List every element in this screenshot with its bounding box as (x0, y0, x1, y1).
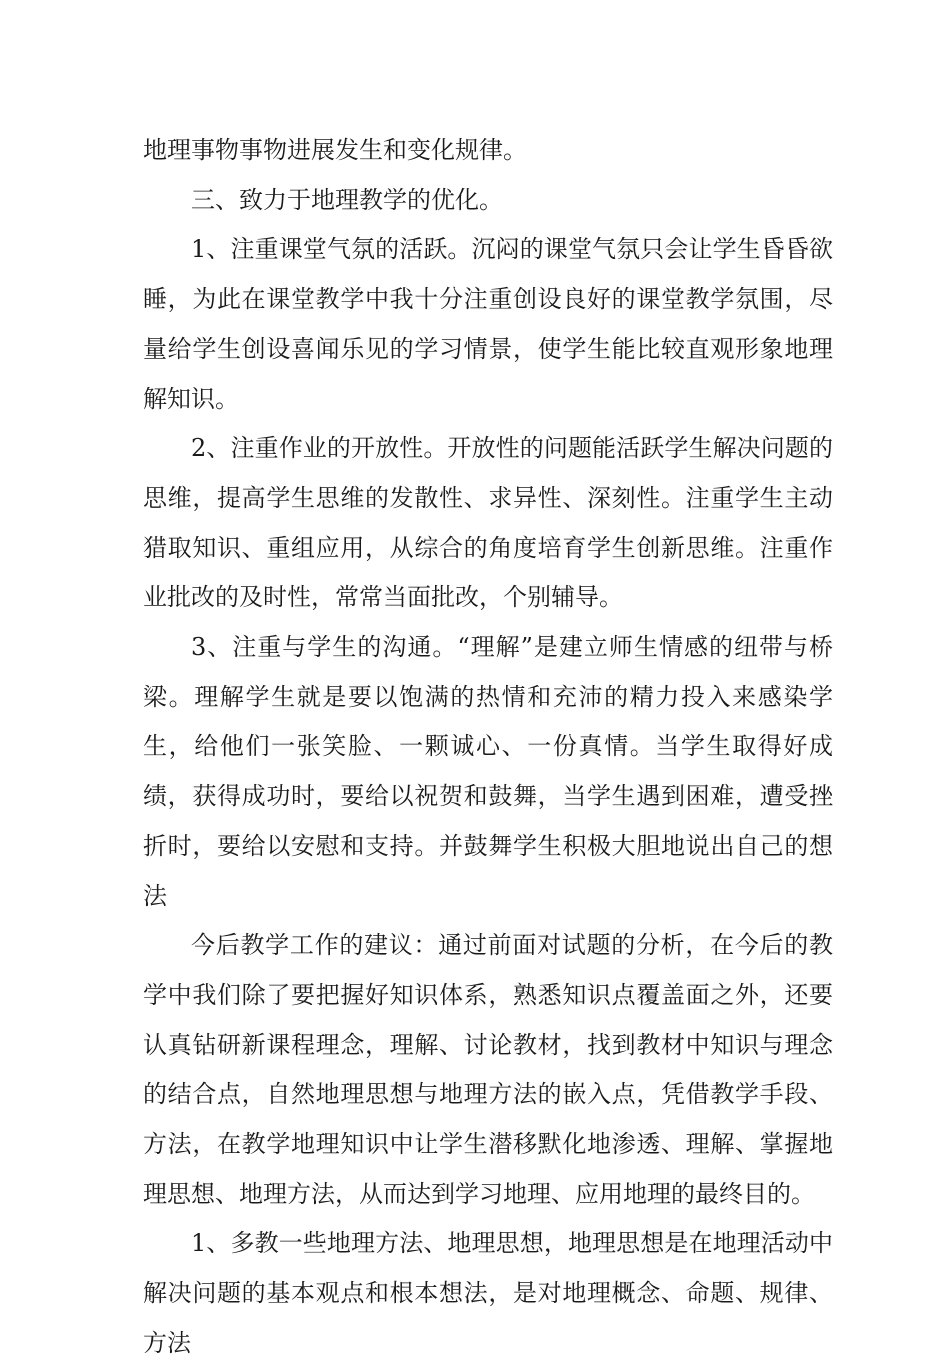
paragraph-item-1: 1、注重课堂气氛的活跃。沉闷的课堂气氛只会让学生昏昏欲睡，为此在课堂教学中我十分注重创设良好的课堂教学氛围，尽量给学生创设喜闻乐见的学习情景，使学生能比较直观形象地理解知识。 (143, 235, 833, 413)
section-heading-3: 三、致力于地理教学的优化。 (191, 185, 503, 214)
paragraph-item-3: 3、注重与学生的沟通。“理解”是建立师生情感的纽带与桥梁。理解学生就是要以饱满的热情和充沛的精力投入来感染学生，给他们一张笑脸、一颗诚心、一份真情。当学生取得好成绩，获得成功时，要给以祝贺和鼓舞，当学生遇到困难，遭受挫折时，要给以安慰和支持。并鼓舞学生积极大胆地说出自己的想法 (143, 633, 833, 910)
paragraph-continuation: 地理事物事物进展发生和变化规律。 (143, 136, 527, 164)
paragraph-suggestion: 今后教学工作的建议：通过前面对试题的分析，在今后的教学中我们除了要把握好知识体系，熟悉知识点覆盖面之外，还要认真钻研新课程理念，理解、讨论教材，找到教材中知识与理念的结合点，自然地理思想与地理方法的嵌入点，凭借教学手段、方法，在教学地理知识中让学生潜移默化地渗透、理解、掌握地理思想、地理方法，从而达到学习地理、应用地理的最终目的。 (143, 931, 833, 1208)
paragraph-suggestion-1: 1、多教一些地理方法、地理思想，地理思想是在地理活动中解决问题的基本观点和根本想法，是对地理概念、命题、规律、方法 (143, 1229, 833, 1357)
paragraph-item-2: 2、注重作业的开放性。开放性的问题能活跃学生解决问题的思维，提高学生思维的发散性、求异性、深刻性。注重学生主动猎取知识、重组应用，从综合的角度培育学生创新思维。注重作业批改的及时性，常常当面批改，个别辅导。 (143, 434, 833, 612)
document-body (143, 126, 833, 1369)
